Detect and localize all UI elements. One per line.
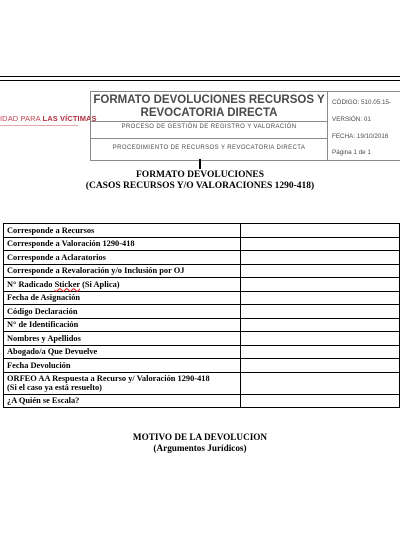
unidad-victimas-logo (0, 91, 97, 161)
row-label-line: ORFEO AA Respuesta a Recurso y/ Valoración 1290-418 (7, 373, 210, 383)
header-separator-2 (91, 138, 327, 139)
row-label: ¿A Quién se Escala? (4, 394, 241, 408)
row-label: Corresponde a Revaloración y/o Inclusión por OJ (4, 264, 241, 278)
table-row (4, 224, 400, 238)
row-label (4, 278, 241, 292)
row-value-cell[interactable] (241, 251, 400, 265)
row-value-cell[interactable] (241, 305, 400, 319)
document-metadata (328, 91, 400, 161)
row-value-cell[interactable] (241, 291, 400, 305)
row-label: N° de Identificación (4, 318, 241, 332)
form-subtitle: (CASOS RECURSOS Y/O VALORACIONES 1290-418) (85, 181, 315, 191)
row-label: Corresponde a Recursos (4, 224, 241, 238)
row-value-cell[interactable] (241, 224, 400, 238)
document-title: FORMATO DEVOLUCIONES RECURSOS Y REVOCATORIA DIRECTA (93, 94, 325, 119)
row-value-cell[interactable] (241, 345, 400, 359)
row-value-cell[interactable] (241, 394, 400, 408)
table-row (4, 394, 400, 408)
row-label: Fecha de Asignación (4, 291, 241, 305)
row-label-part: (Si Aplica) (80, 279, 120, 289)
table-row (4, 372, 400, 394)
table-row (4, 305, 400, 319)
table-row (4, 291, 400, 305)
pagina-value: Página 1 de 1 (332, 149, 371, 156)
row-label: Código Declaración (4, 305, 241, 319)
row-label-line: (Si el caso ya está resuelto) (7, 383, 102, 392)
devolucion-form-table (3, 223, 400, 408)
row-label-part: N° Radicado (7, 279, 55, 289)
row-value-cell[interactable] (241, 278, 400, 292)
header-title-box (90, 91, 328, 161)
row-value-cell[interactable] (241, 264, 400, 278)
logo-prefix: IDAD PARA (0, 114, 41, 123)
motivo-subtitle: (Argumentos Jurídicos) (153, 443, 247, 453)
table-row (4, 359, 400, 373)
table-row (4, 318, 400, 332)
page-divider-line-second (0, 80, 400, 81)
row-label (4, 372, 241, 394)
row-value-cell[interactable] (241, 332, 400, 346)
fecha-value: FECHA: 19/10/2016 (332, 133, 389, 140)
row-label: Corresponde a Aclaratorios (4, 251, 241, 265)
row-label: Corresponde a Valoración 1290-418 (4, 237, 241, 251)
table-row (4, 332, 400, 346)
table-row (4, 264, 400, 278)
form-title: FORMATO DEVOLUCIONES (136, 170, 264, 180)
document-header (0, 91, 400, 161)
page-divider-line (0, 76, 400, 77)
logo-underline (0, 125, 78, 126)
text-cursor (199, 159, 201, 169)
row-label: Nombres y Apellidos (4, 332, 241, 346)
row-label: Fecha Devolución (4, 359, 241, 373)
logo-brand: LAS VÍCTIMAS (42, 114, 97, 123)
table-row (4, 278, 400, 292)
row-value-cell[interactable] (241, 318, 400, 332)
motivo-title: MOTIVO DE LA DEVOLUCION (132, 432, 268, 442)
spellcheck-word: Sticker (54, 279, 80, 289)
version-value: VERSIÓN: 01 (332, 116, 371, 123)
process-name: PROCESO DE GESTIÓN DE REGISTRO Y VALORACIÓN (121, 124, 297, 130)
procedure-name: PROCEDIMIENTO DE RECURSOS Y REVOCATORIA DIRECTA (112, 145, 306, 151)
row-value-cell[interactable] (241, 237, 400, 251)
codigo-value: CÓDIGO: 510.05.15- (332, 99, 392, 106)
table-row (4, 237, 400, 251)
table-row (4, 345, 400, 359)
header-separator (91, 121, 327, 122)
row-label: Abogado/a Que Devuelve (4, 345, 241, 359)
top-white-band (0, 0, 400, 22)
row-value-cell[interactable] (241, 372, 400, 394)
row-value-cell[interactable] (241, 359, 400, 373)
table-row (4, 251, 400, 265)
